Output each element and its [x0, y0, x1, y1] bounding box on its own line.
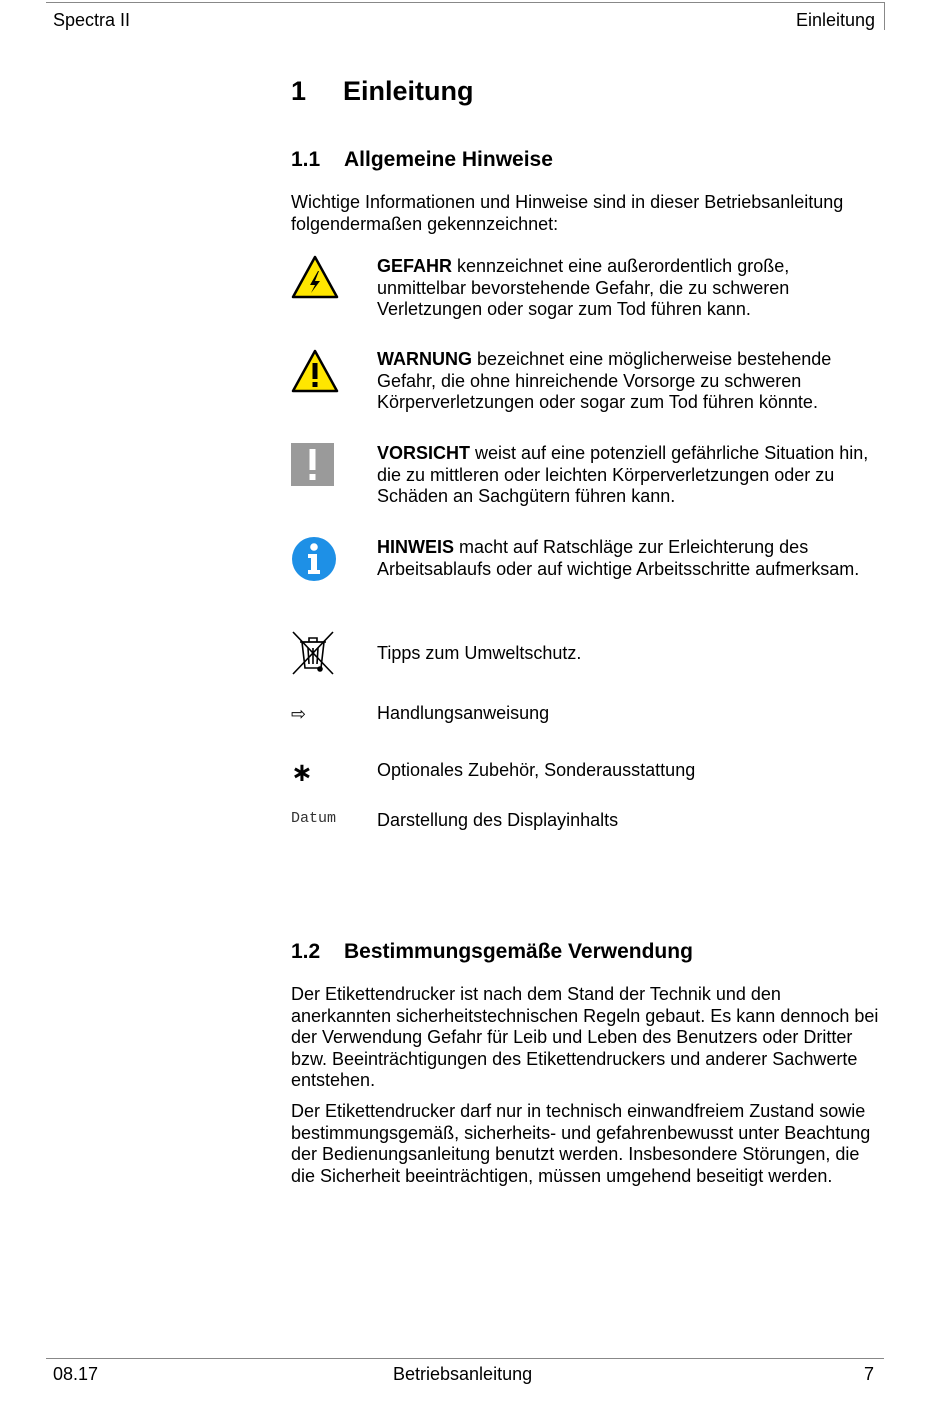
legend-display: Darstellung des Displayinhalts — [377, 810, 619, 830]
legend-action: Handlungsanweisung — [377, 703, 550, 723]
caution-icon — [291, 443, 334, 491]
display-sample: Datum — [291, 810, 337, 827]
header-rule-tick — [884, 2, 885, 30]
legend-caution — [377, 443, 877, 508]
section-intro: Wichtige Informationen und Hinweise sind in dieser Betriebsanleitung folgendermaßen gekennzeichnet: — [291, 192, 844, 234]
section-heading-1-2 — [291, 940, 693, 964]
legend-warning-text: bezeichnet eine möglicherweise bestehende Gefahr, die ohne hinreichende Vorsorge zu schweren Körperverletzungen oder sogar zum Tod führen könnte. — [377, 349, 832, 412]
header-product: Spectra II — [53, 10, 131, 30]
keyword-hinweis: HINWEIS — [377, 537, 455, 557]
chapter-title: Einleitung — [343, 76, 474, 106]
header-chapter: Einleitung — [795, 10, 875, 30]
chapter-heading — [291, 76, 474, 107]
keyword-warnung: WARNUNG — [377, 349, 472, 369]
legend-optional: Optionales Zubehör, Sonderausstattung — [377, 760, 696, 780]
action-arrow-icon: ⇨ — [291, 704, 307, 724]
section-number: 1.2 — [291, 940, 321, 963]
paragraph-1: Der Etikettendrucker ist nach dem Stand der Technik und den anerkannten sicherheitstechnischen Regeln gebaut. Es kann dennoch bei der Verwendung Gefahr für Leib und Leben des Benutzers oder Dritter bzw. Beeinträchtigungen des Etikettendruckers und anderer Sachwerte entstehen. — [291, 984, 879, 1090]
info-icon — [291, 536, 337, 587]
legend-caution-text: weist auf eine potenziell gefährliche Situation hin, die zu mittleren oder leichten Körperverletzungen oder zu Schäden an Sachgütern führen kann. — [377, 443, 869, 506]
keyword-vorsicht: VORSICHT — [377, 443, 471, 463]
footer-rule — [46, 1358, 884, 1359]
footer-date: 08.17 — [53, 1364, 99, 1384]
warning-icon — [291, 348, 339, 399]
legend-info — [377, 537, 877, 580]
section-heading-1-1 — [291, 148, 553, 172]
danger-electric-icon — [291, 254, 339, 305]
legend-info-text: macht auf Ratschläge zur Erleichterung des Arbeitsablaufs oder auf wichtige Arbeitsschritte aufmerksam. — [377, 537, 860, 579]
legend-danger-text: kennzeichnet eine außerordentlich große, unmittelbar bevorstehende Gefahr, die zu schweren Verletzungen oder sogar zum Tod führen kann. — [377, 256, 790, 319]
crossed-bin-icon — [291, 630, 335, 681]
header-rule — [46, 2, 884, 3]
section-title: Allgemeine Hinweise — [344, 148, 553, 171]
asterisk-icon: ∗ — [291, 757, 313, 787]
legend-warning — [377, 349, 877, 414]
section-title: Bestimmungsgemäße Verwendung — [344, 940, 693, 963]
chapter-number: 1 — [291, 76, 307, 106]
keyword-gefahr: GEFAHR — [377, 256, 453, 276]
legend-danger — [377, 256, 877, 321]
legend-environment: Tipps zum Umweltschutz. — [377, 643, 582, 663]
page-number: 7 — [864, 1364, 875, 1384]
section-number: 1.1 — [291, 148, 321, 171]
paragraph-2: Der Etikettendrucker darf nur in technisch einwandfreiem Zustand sowie bestimmungsgemäß, sicherheits- und gefahrenbewusst unter Beachtung der Bedienungsanleitung benutzt werden. Insbesondere Störungen, die die Sicherheit beeinträchtigen, müssen umgehend beseitigt werden. — [291, 1101, 871, 1186]
footer-title: Betriebsanleitung — [393, 1364, 533, 1384]
